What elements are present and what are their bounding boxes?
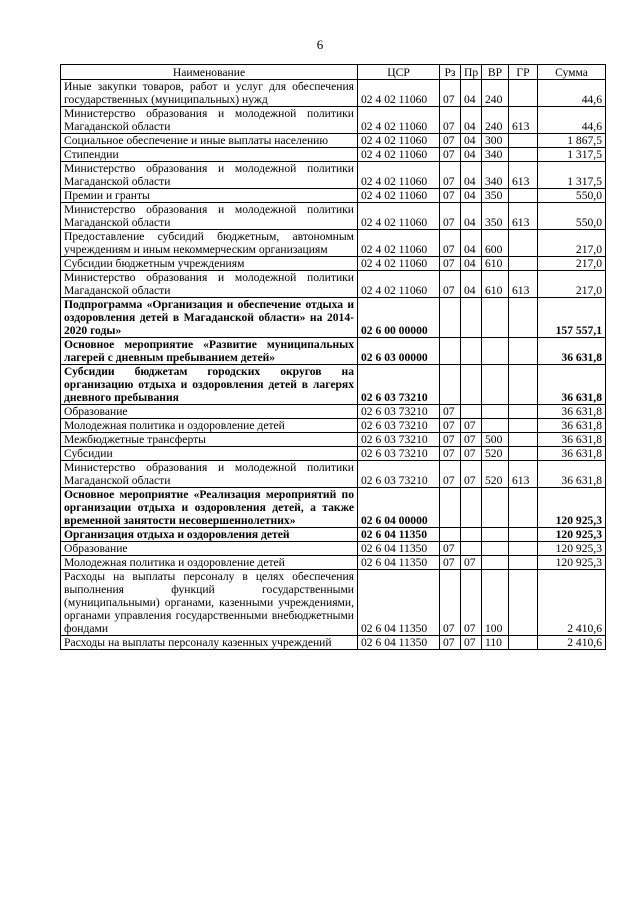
table-row <box>61 298 606 338</box>
cell-vr: 350 <box>482 203 509 230</box>
cell-name: Образование <box>61 405 358 419</box>
cell-csr: 02 4 02 11060 <box>358 257 440 271</box>
cell-name: Основное мероприятие «Развитие муниципальных лагерей с дневным пребыванием детей» <box>61 338 358 365</box>
cell-name: Молодежная политика и оздоровление детей <box>61 556 358 570</box>
table-row <box>61 80 606 107</box>
cell-csr: 02 6 04 11350 <box>358 542 440 556</box>
table-row <box>61 365 606 405</box>
cell-rz: 07 <box>440 447 461 461</box>
header-name: Наименование <box>61 65 358 80</box>
cell-gr <box>509 419 538 433</box>
cell-rz: 07 <box>440 257 461 271</box>
cell-pr: 04 <box>461 257 482 271</box>
cell-sum: 120 925,3 <box>538 488 606 528</box>
table-row <box>61 107 606 134</box>
cell-csr: 02 4 02 11060 <box>358 271 440 298</box>
cell-csr: 02 6 04 11350 <box>358 556 440 570</box>
cell-pr: 07 <box>461 636 482 650</box>
table-row <box>61 148 606 162</box>
header-sum: Сумма <box>538 65 606 80</box>
cell-pr <box>461 405 482 419</box>
cell-vr: 240 <box>482 80 509 107</box>
cell-rz <box>440 365 461 405</box>
table-row <box>61 271 606 298</box>
cell-pr: 07 <box>461 447 482 461</box>
cell-sum: 36 631,8 <box>538 419 606 433</box>
cell-csr: 02 6 03 73210 <box>358 461 440 488</box>
cell-rz: 07 <box>440 636 461 650</box>
cell-sum: 1 317,5 <box>538 162 606 189</box>
cell-vr <box>482 365 509 405</box>
cell-sum: 36 631,8 <box>538 338 606 365</box>
cell-csr: 02 6 04 00000 <box>358 488 440 528</box>
table-row <box>61 528 606 542</box>
cell-rz: 07 <box>440 134 461 148</box>
cell-pr: 04 <box>461 271 482 298</box>
cell-vr: 340 <box>482 148 509 162</box>
cell-vr <box>482 419 509 433</box>
cell-csr: 02 6 03 73210 <box>358 419 440 433</box>
cell-csr: 02 4 02 11060 <box>358 107 440 134</box>
cell-gr <box>509 570 538 636</box>
cell-gr <box>509 365 538 405</box>
cell-gr <box>509 298 538 338</box>
cell-sum: 550,0 <box>538 203 606 230</box>
cell-sum: 120 925,3 <box>538 542 606 556</box>
table-row <box>61 461 606 488</box>
cell-name: Министерство образования и молодежной политики Магаданской области <box>61 107 358 134</box>
cell-vr: 600 <box>482 230 509 257</box>
cell-rz: 07 <box>440 230 461 257</box>
cell-sum: 217,0 <box>538 230 606 257</box>
cell-name: Субсидии <box>61 447 358 461</box>
table-row <box>61 230 606 257</box>
cell-gr: 613 <box>509 461 538 488</box>
header-csr: ЦСР <box>358 65 440 80</box>
cell-gr <box>509 528 538 542</box>
cell-gr: 613 <box>509 203 538 230</box>
cell-pr: 07 <box>461 556 482 570</box>
header-gr: ГР <box>509 65 538 80</box>
cell-pr: 07 <box>461 461 482 488</box>
cell-vr: 300 <box>482 134 509 148</box>
cell-name: Расходы на выплаты персоналу в целях обеспечения выполнения функций государственными (муниципальными) органами, казенными учреждениями, органами управления государственными внебюджетными фондами <box>61 570 358 636</box>
cell-gr <box>509 488 538 528</box>
cell-name: Министерство образования и молодежной политики Магаданской области <box>61 271 358 298</box>
cell-gr <box>509 636 538 650</box>
cell-sum: 120 925,3 <box>538 556 606 570</box>
cell-name: Субсидии бюджетам городских округов на организацию отдыха и оздоровления детей в лагерях дневного пребывания <box>61 365 358 405</box>
cell-vr: 240 <box>482 107 509 134</box>
table-row <box>61 488 606 528</box>
cell-sum: 1 867,5 <box>538 134 606 148</box>
cell-name: Подпрограмма «Организация и обеспечение отдыха и оздоровления детей в Магаданской области» на 2014-2020 годы» <box>61 298 358 338</box>
cell-rz: 07 <box>440 405 461 419</box>
cell-vr <box>482 338 509 365</box>
cell-vr: 350 <box>482 189 509 203</box>
table-row <box>61 636 606 650</box>
cell-rz: 07 <box>440 271 461 298</box>
cell-sum: 36 631,8 <box>538 461 606 488</box>
cell-sum: 120 925,3 <box>538 528 606 542</box>
page-number: 6 <box>316 37 324 52</box>
cell-csr: 02 6 00 00000 <box>358 298 440 338</box>
cell-pr <box>461 298 482 338</box>
cell-csr: 02 4 02 11060 <box>358 189 440 203</box>
cell-name: Министерство образования и молодежной политики Магаданской области <box>61 203 358 230</box>
cell-name: Министерство образования и молодежной политики Магаданской области <box>61 461 358 488</box>
table-row <box>61 203 606 230</box>
cell-sum: 44,6 <box>538 107 606 134</box>
cell-gr <box>509 542 538 556</box>
cell-csr: 02 6 03 73210 <box>358 365 440 405</box>
cell-sum: 217,0 <box>538 257 606 271</box>
cell-csr: 02 4 02 11060 <box>358 134 440 148</box>
cell-rz: 07 <box>440 80 461 107</box>
table-row <box>61 556 606 570</box>
cell-name: Социальное обеспечение и иные выплаты населению <box>61 134 358 148</box>
cell-gr: 613 <box>509 107 538 134</box>
cell-rz: 07 <box>440 556 461 570</box>
cell-gr: 613 <box>509 271 538 298</box>
cell-pr: 04 <box>461 148 482 162</box>
table-row <box>61 405 606 419</box>
cell-vr <box>482 488 509 528</box>
cell-gr: 613 <box>509 162 538 189</box>
cell-gr <box>509 338 538 365</box>
cell-sum: 1 317,5 <box>538 148 606 162</box>
cell-rz: 07 <box>440 461 461 488</box>
cell-name: Министерство образования и молодежной политики Магаданской области <box>61 162 358 189</box>
cell-csr: 02 6 04 11350 <box>358 636 440 650</box>
cell-gr <box>509 80 538 107</box>
cell-rz: 07 <box>440 570 461 636</box>
cell-vr <box>482 556 509 570</box>
cell-gr <box>509 189 538 203</box>
cell-sum: 36 631,8 <box>538 447 606 461</box>
cell-vr: 500 <box>482 433 509 447</box>
cell-name: Образование <box>61 542 358 556</box>
cell-gr <box>509 134 538 148</box>
cell-pr: 04 <box>461 189 482 203</box>
cell-name: Межбюджетные трансферты <box>61 433 358 447</box>
table-row <box>61 433 606 447</box>
cell-rz <box>440 338 461 365</box>
header-vr: ВР <box>482 65 509 80</box>
cell-pr <box>461 542 482 556</box>
cell-csr: 02 4 02 11060 <box>358 203 440 230</box>
cell-name: Молодежная политика и оздоровление детей <box>61 419 358 433</box>
table-row <box>61 419 606 433</box>
cell-vr: 340 <box>482 162 509 189</box>
table-body <box>61 80 606 650</box>
cell-rz: 07 <box>440 433 461 447</box>
cell-gr <box>509 556 538 570</box>
cell-sum: 44,6 <box>538 80 606 107</box>
cell-sum: 36 631,8 <box>538 405 606 419</box>
cell-gr <box>509 230 538 257</box>
table-row <box>61 257 606 271</box>
header-pr: Пр <box>461 65 482 80</box>
cell-vr: 610 <box>482 257 509 271</box>
cell-rz: 07 <box>440 542 461 556</box>
cell-rz: 07 <box>440 203 461 230</box>
table-row <box>61 447 606 461</box>
cell-gr <box>509 433 538 447</box>
cell-sum: 36 631,8 <box>538 433 606 447</box>
table-row <box>61 570 606 636</box>
cell-csr: 02 6 03 73210 <box>358 433 440 447</box>
cell-name: Иные закупки товаров, работ и услуг для обеспечения государственных (муниципальных) нужд <box>61 80 358 107</box>
cell-rz <box>440 488 461 528</box>
cell-name: Субсидии бюджетным учреждениям <box>61 257 358 271</box>
cell-rz: 07 <box>440 148 461 162</box>
cell-pr: 04 <box>461 80 482 107</box>
cell-gr <box>509 405 538 419</box>
cell-rz: 07 <box>440 419 461 433</box>
cell-pr: 04 <box>461 230 482 257</box>
cell-pr <box>461 338 482 365</box>
cell-sum: 2 410,6 <box>538 570 606 636</box>
cell-vr: 110 <box>482 636 509 650</box>
cell-vr <box>482 542 509 556</box>
cell-name: Предоставление субсидий бюджетным, автономным учреждениям и иным некоммерческим организациям <box>61 230 358 257</box>
cell-rz: 07 <box>440 162 461 189</box>
cell-csr: 02 6 04 11350 <box>358 570 440 636</box>
cell-pr: 04 <box>461 107 482 134</box>
cell-name: Расходы на выплаты персоналу казенных учреждений <box>61 636 358 650</box>
table-row <box>61 134 606 148</box>
cell-pr <box>461 528 482 542</box>
cell-vr <box>482 405 509 419</box>
cell-sum: 36 631,8 <box>538 365 606 405</box>
cell-name: Премии и гранты <box>61 189 358 203</box>
cell-name: Основное мероприятие «Реализация мероприятий по организации отдыха и оздоровления детей, а также временной занятости несовершеннолетних» <box>61 488 358 528</box>
cell-pr: 07 <box>461 570 482 636</box>
cell-vr: 610 <box>482 271 509 298</box>
cell-pr: 04 <box>461 134 482 148</box>
cell-csr: 02 4 02 11060 <box>358 162 440 189</box>
cell-gr <box>509 447 538 461</box>
cell-name: Организация отдыха и оздоровления детей <box>61 528 358 542</box>
cell-csr: 02 4 02 11060 <box>358 230 440 257</box>
cell-csr: 02 6 03 73210 <box>358 447 440 461</box>
cell-csr: 02 4 02 11060 <box>358 80 440 107</box>
budget-table <box>60 64 606 650</box>
cell-vr: 520 <box>482 447 509 461</box>
cell-pr <box>461 488 482 528</box>
cell-rz: 07 <box>440 107 461 134</box>
table-header-row <box>61 65 606 80</box>
cell-rz <box>440 298 461 338</box>
header-rz: Рз <box>440 65 461 80</box>
cell-csr: 02 6 03 73210 <box>358 405 440 419</box>
cell-gr <box>509 257 538 271</box>
cell-gr <box>509 148 538 162</box>
cell-rz <box>440 528 461 542</box>
table-row <box>61 162 606 189</box>
cell-sum: 550,0 <box>538 189 606 203</box>
cell-sum: 157 557,1 <box>538 298 606 338</box>
cell-rz: 07 <box>440 189 461 203</box>
cell-vr <box>482 298 509 338</box>
cell-pr: 04 <box>461 162 482 189</box>
cell-vr <box>482 528 509 542</box>
cell-csr: 02 6 03 00000 <box>358 338 440 365</box>
cell-vr: 100 <box>482 570 509 636</box>
table-row <box>61 189 606 203</box>
cell-vr: 520 <box>482 461 509 488</box>
cell-pr: 07 <box>461 433 482 447</box>
cell-pr: 04 <box>461 203 482 230</box>
table-row <box>61 338 606 365</box>
cell-pr <box>461 365 482 405</box>
cell-csr: 02 6 04 11350 <box>358 528 440 542</box>
cell-sum: 2 410,6 <box>538 636 606 650</box>
cell-sum: 217,0 <box>538 271 606 298</box>
cell-pr: 07 <box>461 419 482 433</box>
cell-csr: 02 4 02 11060 <box>358 148 440 162</box>
table-row <box>61 542 606 556</box>
cell-name: Стипендии <box>61 148 358 162</box>
